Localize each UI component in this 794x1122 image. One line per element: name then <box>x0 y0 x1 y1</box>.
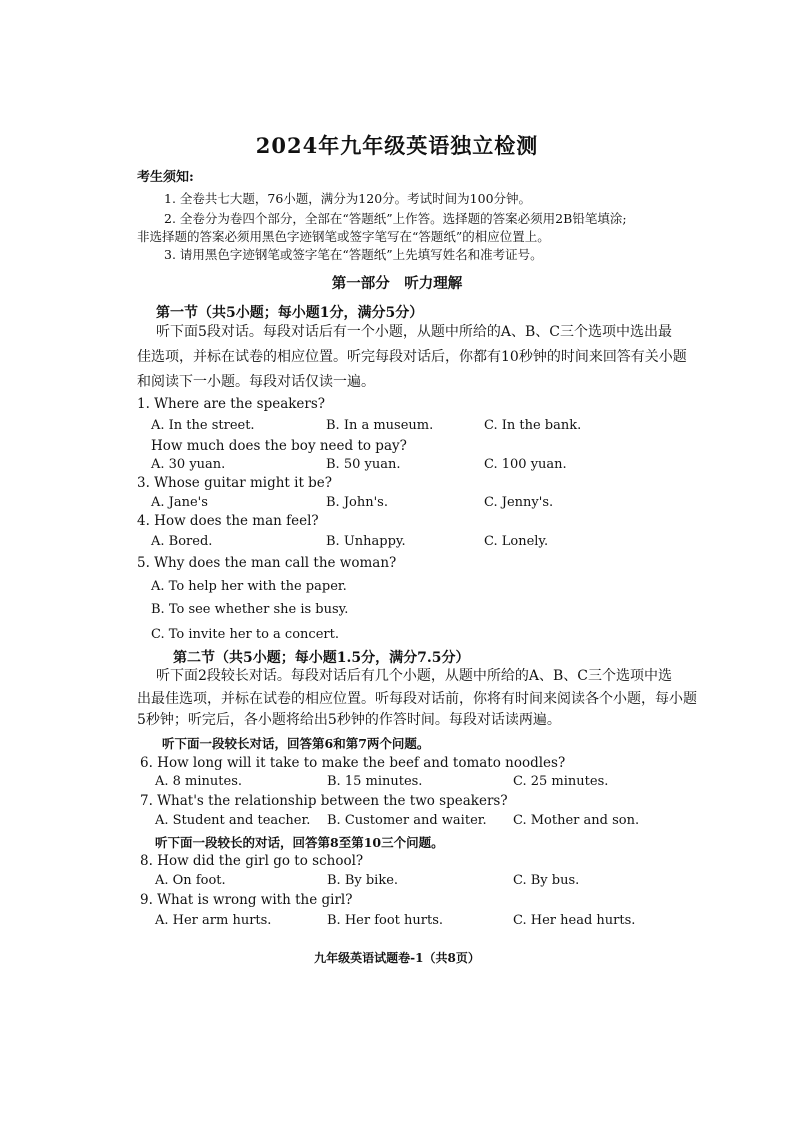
q9-option-a: A. Her arm hurts. <box>155 913 272 928</box>
q2-option-c: C. 100 yuan. <box>484 457 567 472</box>
question-3: 3. Whose guitar might it be? <box>137 475 333 491</box>
question-4: 4. How does the man feel? <box>137 513 319 529</box>
q4-option-a: A. Bored. <box>151 534 213 549</box>
section2-instr-line-1: 听下面2段较长对话。每段对话后有几个小题，从题中所给的A、B、C三个选项中选 <box>156 668 673 684</box>
page-title: 2024年九年级英语独立检测 <box>255 133 539 158</box>
part1-title: 第一部分 听力理解 <box>331 275 463 292</box>
section1-instr-line-2: 佳选项，并标在试卷的相应位置。听完每段对话后，你都有10秒钟的时间来回答有关小题 <box>137 349 687 365</box>
section1-instr-line-3: 和阅读下一小题。每段对话仅读一遍。 <box>137 374 375 390</box>
question-8: 8. How did the girl go to school? <box>140 853 364 869</box>
question-6: 6. How long will it take to make the beef and tomato noodles? <box>140 755 566 771</box>
q3-option-a: A. Jane's <box>151 495 208 510</box>
q9-option-b: B. Her foot hurts. <box>327 913 444 928</box>
q1-option-a: A. In the street. <box>151 418 255 433</box>
q8-option-b: B. By bike. <box>327 873 399 888</box>
notice-item-1: 1. 全卷共七大题，76小题，满分为120分。考试时间为100分钟。 <box>164 191 532 206</box>
q5-option-c: C. To invite her to a concert. <box>151 627 339 642</box>
notice-item-2: 2. 全卷分为卷四个部分，全部在“答题纸”上作答。选择题的答案必须用2B铅笔填涂; <box>164 211 627 226</box>
q4-option-b: B. Unhappy. <box>326 534 406 549</box>
question-7: 7. What's the relationship between the two speakers? <box>140 793 508 809</box>
q6-option-b: B. 15 minutes. <box>327 774 423 789</box>
section1-heading: 第一节（共5小题；每小题1分，满分5分） <box>156 305 424 321</box>
q8-option-a: A. On foot. <box>155 873 226 888</box>
question-1: 1. Where are the speakers? <box>137 396 326 412</box>
question-9: 9. What is wrong with the girl? <box>140 892 353 908</box>
q2-option-b: B. 50 yuan. <box>326 457 401 472</box>
q5-option-a: A. To help her with the paper. <box>151 579 347 594</box>
q6-option-a: A. 8 minutes. <box>155 774 243 789</box>
question-5: 5. Why does the man call the woman? <box>137 555 397 571</box>
q1-option-c: C. In the bank. <box>484 418 582 433</box>
q5-option-b: B. To see whether she is busy. <box>151 602 349 617</box>
q4-option-c: C. Lonely. <box>484 534 549 549</box>
page-footer: 九年级英语试题卷-1（共8页） <box>314 951 480 965</box>
q2-option-a: A. 30 yuan. <box>151 457 226 472</box>
q7-option-a: A. Student and teacher. <box>155 813 311 828</box>
section2-instr-line-3: 5秒钟；听完后，各小题将给出5秒钟的作答时间。每段对话读两遍。 <box>137 712 561 728</box>
section2-sub-instruction-2: 听下面一段较长的对话，回答第8至第10三个问题。 <box>155 835 444 850</box>
q7-option-b: B. Customer and waiter. <box>327 813 487 828</box>
q1-option-b: B. In a museum. <box>326 418 434 433</box>
question-2: How much does the boy need to pay? <box>151 438 407 454</box>
section2-sub-instruction-1: 听下面一段较长对话，回答第6和第7两个问题。 <box>162 736 430 751</box>
notice-item-3: 3. 请用黑色字迹钢笔或签字笔在“答题纸”上先填写姓名和准考证号。 <box>164 247 543 262</box>
q3-option-b: B. John's. <box>326 495 388 510</box>
notice-item-2-cont: 非选择题的答案必须用黑色字迹钢笔或签字笔写在“答题纸”的相应位置上。 <box>137 229 550 244</box>
q7-option-c: C. Mother and son. <box>513 813 640 828</box>
q9-option-c: C. Her head hurts. <box>513 913 636 928</box>
q6-option-c: C. 25 minutes. <box>513 774 609 789</box>
section2-instr-line-2: 出最佳选项，并标在试卷的相应位置。听每段对话前，你将有时间来阅读各个小题，每小题 <box>137 691 697 707</box>
section1-instr-line-1: 听下面5段对话。每段对话后有一个小题，从题中所给的A、B、C三个选项中选出最 <box>156 324 673 340</box>
notice-heading: 考生须知: <box>137 170 194 185</box>
q3-option-c: C. Jenny's. <box>484 495 554 510</box>
section2-heading: 第二节（共5小题；每小题1.5分，满分7.5分） <box>173 650 470 666</box>
q8-option-c: C. By bus. <box>513 873 580 888</box>
